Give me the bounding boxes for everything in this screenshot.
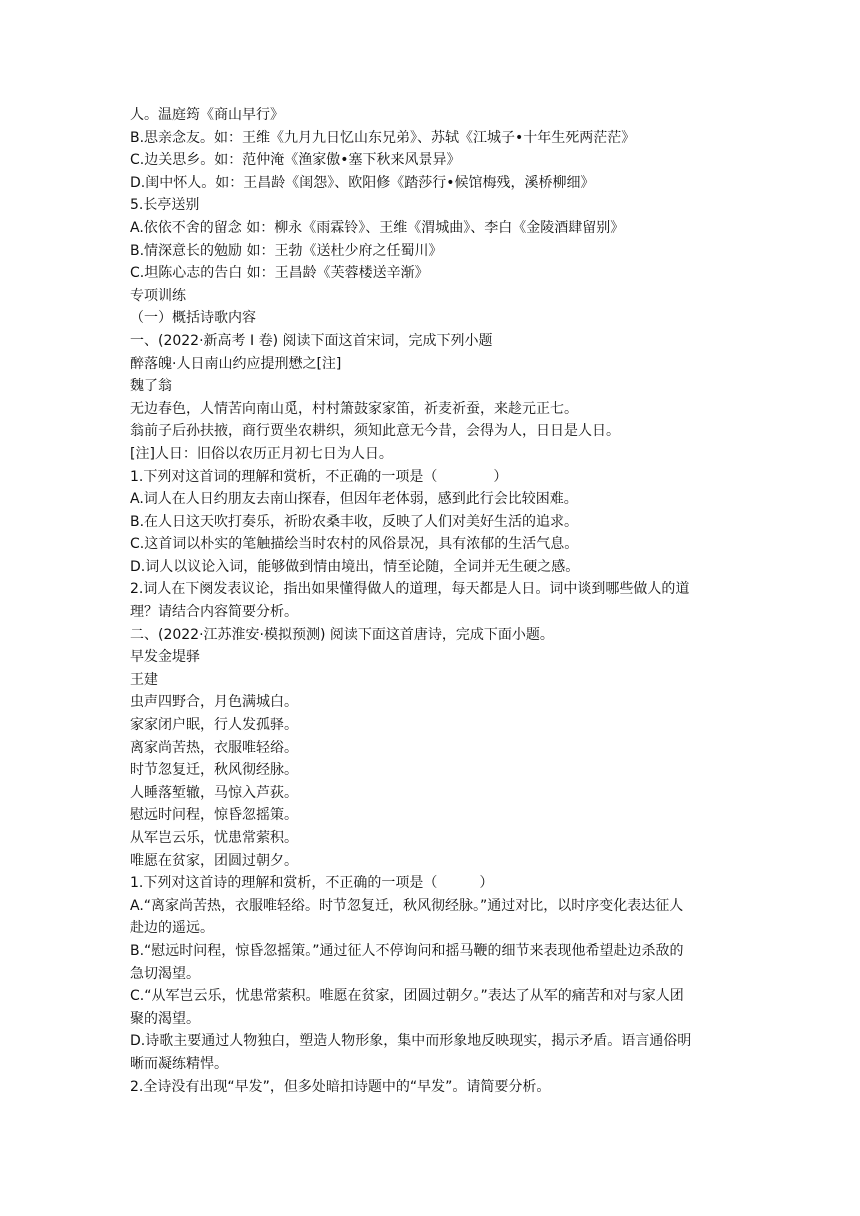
document-page [130,104,735,1098]
text-line: 慰远时问程，惊昏忽摇策。 [130,807,298,824]
text-line: D.闺中怀人。如：王昌龄《闺怨》、欧阳修《踏莎行•候馆梅残，溪桥柳细》 [130,174,595,191]
text-line: 从军岂云乐，忧患常萦积。 [130,830,298,846]
text-line: D.词人以议论入词，能够做到情由境出，情至论随，全词并无生硬之感。 [130,558,580,575]
text-line: 一、(2022·新高考 I 卷) 阅读下面这首宋词，完成下列小题 [130,332,493,349]
text-line: 理？请结合内容简要分析。 [130,604,298,621]
text-line: 王建 [130,671,158,688]
text-line: 赴边的遥远。 [130,920,214,937]
text-line: 翁前子后孙扶掖，商行贾坐农耕织，须知此意无今昔，会得为人，日日是人日。 [130,423,620,440]
text-line: A.“离家尚苦热，衣服唯轻绤。时节忽复迁，秋风彻经脉。”通过对比，以时序变化表达征人 [130,897,684,914]
text-line: C.这首词以朴实的笔触描绘当时农村的风俗景况，具有浓郁的生活气息。 [130,536,579,553]
text-line: [注]人日：旧俗以农历正月初七日为人日。 [130,445,393,462]
text-line: B.在人日这天吹打奏乐，祈盼农桑丰收，反映了人们对美好生活的追求。 [130,513,579,530]
text-line: 人睡落堑辙，马惊入芦荻。 [130,784,298,801]
text-line: 魏了翁 [130,378,172,395]
text-line: D.诗歌主要通过人物独白，塑造人物形象，集中而形象地反映现实，揭示矛盾。语言通俗明 [130,1033,692,1050]
text-line: 二、(2022·江苏淮安·模拟预测) 阅读下面这首唐诗，完成下面小题。 [130,626,554,643]
text-line: 1.下列对这首词的理解和赏析，不正确的一项是（ ） [130,468,508,485]
text-line: A.词人在人日约朋友去南山探春，但因年老体弱，感到此行会比较困难。 [130,491,578,508]
text-line: 2.全诗没有出现“早发”，但多处暗扣诗题中的“早发”。请简要分析。 [130,1078,551,1095]
text-line: B.思亲念友。如：王维《九月九日忆山东兄弟》、苏轼《江城子•十年生死两茫茫》 [130,129,636,146]
text-line: 唯愿在贫家，团圆过朝夕。 [130,852,298,869]
text-line: 5.长亭送别 [130,197,200,214]
text-line: 早发金堤驿 [130,649,200,666]
text-line: 急切渴望。 [130,965,200,982]
text-line: 专项训练 [130,287,186,304]
text-line: 2.词人在下阕发表议论，指出如果懂得做人的道理，每天都是人日。词中谈到哪些做人的道 [130,581,690,598]
text-line: （一）概括诗歌内容 [130,310,256,327]
text-line: 聚的渴望。 [130,1010,200,1027]
text-line: B.“慰远时问程，惊昏忽摇策。”通过征人不停询问和摇马鞭的细节来表现他希望赴边杀敌的 [130,942,684,959]
text-line: C.边关思乡。如：范仲淹《渔家傲•塞下秋来风景异》 [130,152,461,169]
text-line: B.情深意长的勉励 如：王勃《送杜少府之任蜀川》 [130,242,443,259]
text-line: 1.下列对这首诗的理解和赏析，不正确的一项是（ ） [130,875,494,892]
text-line: 无边春色，人情苦向南山觅，村村箫鼓家家笛，祈麦祈蚕，来趁元正七。 [130,400,578,417]
text-line: 时节忽复迁，秋风彻经脉。 [130,762,298,779]
text-line: 虫声四野合，月色满城白。 [130,694,298,711]
text-line: 离家尚苦热，衣服唯轻绤。 [130,739,298,756]
text-line: C.“从军岂云乐，忧患常萦积。唯愿在贫家，团圆过朝夕。”表达了从军的痛苦和对与家人团 [130,988,684,1005]
text-line: 晰而凝练精悍。 [130,1055,228,1072]
text-line: 醉落魄·人日南山约应提刑懋之[注] [130,355,342,372]
text-line: C.坦陈心志的告白 如：王昌龄《芙蓉楼送辛渐》 [130,265,429,282]
text-line: A.依依不舍的留念 如：柳永《雨霖铃》、王维《渭城曲》、李白《金陵酒肆留别》 [130,219,625,236]
text-line: 家家闭户眠，行人发孤驿。 [130,717,298,734]
text-line: 人。温庭筠《商山早行》 [130,107,284,123]
